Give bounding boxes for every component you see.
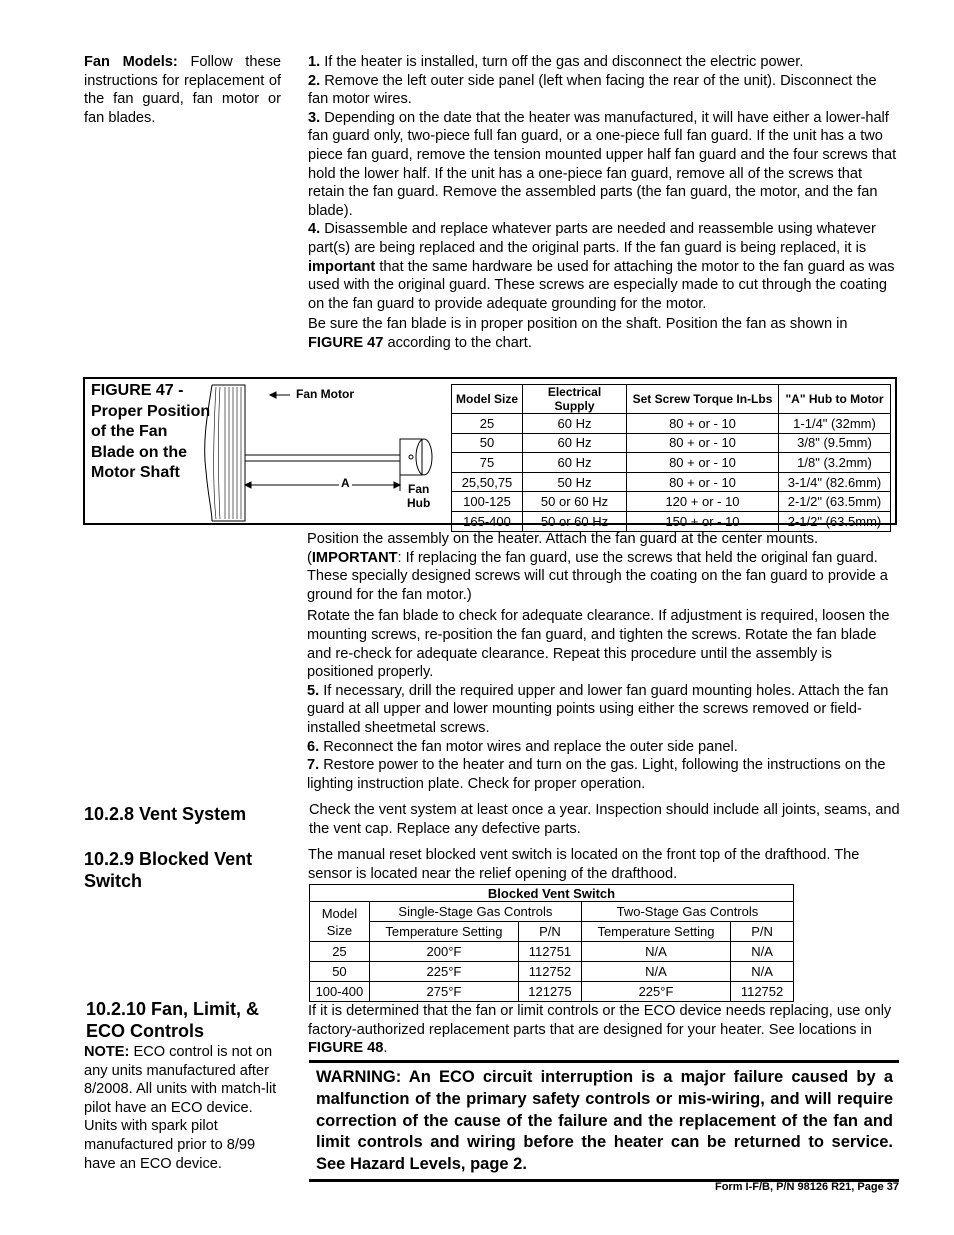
cell: 50 or 60 Hz [523,492,627,512]
eco-note-text: ECO control is not on any units manufactured after 8/2008. All units with match-lit pilot have an ECO device. Units with spark pilot manufactured prior to 8/99 have an ECO device. [84,1044,277,1172]
blocked-vent-heading [84,848,252,892]
vent-system-text: Check the vent system at least once a year. Inspection should include all joints, seams, and the vent cap. Replace any defective parts. [309,802,900,837]
cell: 225°F [369,962,518,982]
table-row [452,453,891,473]
vent-system-heading: 10.2.8 Vent System [84,804,247,824]
table-row [452,511,891,531]
cell: 225°F [581,982,730,1002]
fan-table-header [452,385,891,414]
bv-group-row [310,902,794,922]
table-row [452,414,891,434]
eco-text [308,1002,902,1058]
eco-text-main: If it is determined that the fan or limit controls or the ECO device needs replacing, use only factory-authorized replacement parts that are designed for your heater. See locations in [308,1003,892,1038]
table-row [452,433,891,453]
cell: 80 + or - 10 [627,414,779,434]
fan-models-intro [84,53,281,127]
table-row [310,962,794,982]
cell: 100-400 [310,982,370,1002]
blocked-vent-heading-2: Switch [84,871,143,891]
eco-heading-2: ECO Controls [86,1021,205,1041]
cell: 121275 [519,982,582,1002]
fan-position-text [308,315,900,352]
bv-model-size-header: Model Size [310,902,370,942]
cell: 75 [452,453,523,473]
step-3-num: 3. [308,109,321,126]
table-row [310,982,794,1002]
blocked-vent-text: The manual reset blocked vent switch is located on the front top of the drafthood. The sensor is located near the relief opening of the drafthood. [308,847,860,882]
bv-two-stage-header: Two-Stage Gas Controls [581,902,793,922]
page-footer: Form I-F/B, P/N 98126 R21, Page 37 [714,1181,899,1193]
step-4-text-a: Disassemble and replace whatever parts are needed and reassemble using whatever part(s) are being replaced and the original parts. If the fan guard is being replaced, it is [308,221,876,256]
cell: 1-1/4" (32mm) [779,414,891,434]
cell: 25 [452,414,523,434]
position-assembly-text [307,530,901,604]
bv-temp-header-1: Temperature Setting [369,922,518,942]
cell: N/A [731,942,794,962]
cell: 200°F [369,942,518,962]
cell: 60 Hz [523,414,627,434]
cell: 60 Hz [523,433,627,453]
col-hub-to-motor: "A" Hub to Motor [779,385,891,414]
table-row [452,472,891,492]
bv-sub-header-row [310,922,794,942]
cell: 25 [310,942,370,962]
fan-hub-label-1: Fan [407,482,430,496]
cell: 80 + or - 10 [627,433,779,453]
step-2 [308,72,900,109]
bv-caption-row [310,885,794,902]
bv-temp-header-2: Temperature Setting [581,922,730,942]
cell: 2-1/2" (63.5mm) [779,511,891,531]
position-assembly-a: Position the assembly on the heater. Attach the fan guard at the center mounts. ( [307,531,819,566]
step-5-text: If necessary, drill the required upper and lower fan guard mounting holes. Attach the fan guard at all upper and lower mounting points using either the screws removed or field-installed sheetmetal screws. [307,682,889,736]
blocked-vent-heading-1: 10.2.9 Blocked Vent [84,849,253,869]
eco-text-end: . [383,1040,388,1057]
rotate-text: Rotate the fan blade to check for adequate clearance. If adjustment is required, loosen the mounting screws, re-position the fan guard, and tighten the screws. Rotate the fan blade and re-check for adequate clearance. Repeat this procedure until the assembly is positioned properly. [307,608,890,681]
eco-warning: WARNING: An ECO circuit interruption is a major failure caused by a malfunction of the primary safety controls or mis-wiring, and will require correction of the cause of the failure and the replacement of the fan and limit controls and wiring before the heater can be returned to service. See Hazard Levels, page 2. [309,1060,899,1182]
figure-48-ref: FIGURE 48 [308,1040,384,1057]
cell: 100-125 [452,492,523,512]
fan-models-text: Follow these instructions for replacement of the fan guard, fan motor or fan blades. [84,54,281,126]
steps-bottom [307,530,901,793]
cell: 120 + or - 10 [627,492,779,512]
cell: 25,50,75 [452,472,523,492]
step-7-text: Restore power to the heater and turn on the gas. Light, following the instructions on the lighting instruction plate. Check for proper operation. [307,757,886,792]
cell: 112751 [519,942,582,962]
bv-table-caption: Blocked Vent Switch [310,885,794,902]
step-1-text: If the heater is installed, turn off the gas and disconnect the electric power. [320,54,804,70]
eco-note-label: NOTE: [84,1044,130,1060]
dimension-a-label: A [341,476,350,490]
bv-pn-header-1: P/N [519,922,582,942]
fan-motor-label: Fan Motor [296,387,354,401]
bv-pn-header-2: P/N [731,922,794,942]
important-label: IMPORTANT [311,549,398,566]
cell: 112752 [519,962,582,982]
cell: 50 or 60 Hz [523,511,627,531]
fan-position-main: Be sure the fan blade is in proper position on the shaft. Position the fan as shown in [308,316,848,333]
eco-note [84,1043,282,1173]
step-6-num: 6. [307,738,320,755]
table-row [310,942,794,962]
fan-motor-drawing [205,385,432,521]
figure-47-title: FIGURE 47 - Proper Position of the Fan Blade on the Motor Shaft [91,382,211,481]
step-4 [308,220,900,313]
step-1 [308,53,900,72]
cell: 1/8" (3.2mm) [779,453,891,473]
cell: 50 [310,962,370,982]
blocked-vent-table [309,884,794,1002]
eco-heading-1: 10.2.10 Fan, Limit, & [86,999,260,1019]
step-3 [308,109,900,221]
cell: 165-400 [452,511,523,531]
cell: 2-1/2" (63.5mm) [779,492,891,512]
eco-heading [86,998,259,1042]
step-4-text-b: that the same hardware be used for attaching the motor to the fan guard as was used with the original guard. These screws are especially made to cut through the coating on the fan guard to provide adequate grounding for the motor. [308,258,895,312]
step-5-num: 5. [307,682,320,699]
dimension-a [245,475,400,491]
col-set-screw-torque: Set Screw Torque In-Lbs [627,385,779,414]
step-3-text: Depending on the date that the heater was manufactured, it will have either a lower-half fan guard only, two-piece full fan guard, or a one-piece full fan guard. If the unit has a two piece fan guard, remove the tension mounted upper half fan guard and the four screws that hold the lower half. If the unit has a one-piece fan guard, remove all of the screws that retain the fan guard. Remove the assembled parts (the fan guard, the motor, and the fan blade). [308,109,897,219]
cell: 112752 [731,982,794,1002]
step-6-text: Reconnect the fan motor wires and replace the outer side panel. [319,738,738,755]
cell: 3/8" (9.5mm) [779,433,891,453]
col-model-size: Model Size [452,385,523,414]
cell: 50 Hz [523,472,627,492]
fan-hub-label-2: Hub [407,496,431,510]
fan-motor-arrow [270,392,290,398]
step-4-bold: important [308,258,376,275]
table-row [452,492,891,512]
step-7 [307,756,901,793]
step-7-num: 7. [307,757,320,774]
step-6 [307,738,901,757]
position-assembly-b: : If replacing the fan guard, use the screws that held the original fan guard. These specially designed screws will cut through the coating on the fan guard to provide a ground for the fan motor.) [307,549,888,603]
cell: N/A [731,962,794,982]
cell: 275°F [369,982,518,1002]
cell: 60 Hz [523,453,627,473]
cell: 80 + or - 10 [627,472,779,492]
step-1-num: 1. [308,54,321,70]
fan-position-end: according to the chart. [383,334,532,351]
cell: 50 [452,433,523,453]
figure-47-ref: FIGURE 47 [308,334,384,351]
fan-models-label: Fan Models: [84,54,178,70]
fan-hub-label [407,482,430,510]
step-4-num: 4. [308,221,321,238]
cell: 150 + or - 10 [627,511,779,531]
figure-47 [83,377,897,529]
bv-single-stage-header: Single-Stage Gas Controls [369,902,581,922]
steps-top [308,53,900,353]
cell: 80 + or - 10 [627,453,779,473]
cell: 3-1/4" (82.6mm) [779,472,891,492]
step-5 [307,682,901,738]
fan-position-table [451,384,891,532]
cell: N/A [581,962,730,982]
cell: N/A [581,942,730,962]
col-electrical-supply: Electrical Supply [523,385,627,414]
step-2-num: 2. [308,72,321,89]
step-2-text: Remove the left outer side panel (left when facing the rear of the unit). Disconnect the fan motor wires. [308,72,877,108]
